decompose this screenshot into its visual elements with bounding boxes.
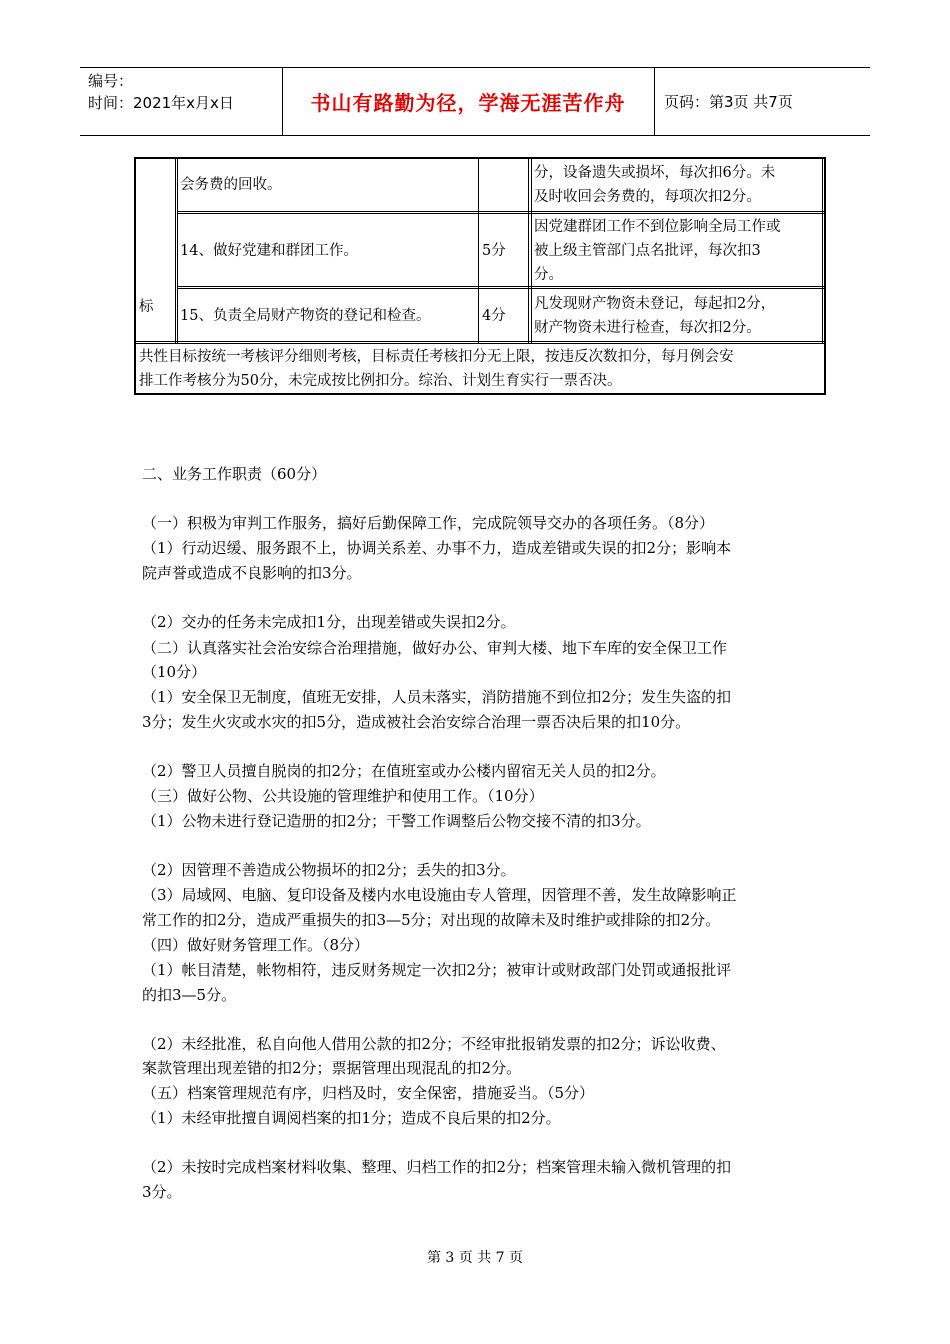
table-row-rule — [136, 341, 824, 342]
body-line: （3）局域网、电脑、复印设备及楼内水电设施由专人管理，因管理不善，发生故障影响正 — [142, 886, 737, 904]
body-line: （2）因管理不善造成公物损坏的扣2分；丢失的扣3分。 — [142, 861, 516, 879]
subsection-heading: （三）做好公物、公共设施的管理维护和使用工作。（10分） — [142, 787, 544, 805]
body-line: 院声誉或造成不良影响的扣3分。 — [142, 564, 362, 582]
table-item: 15、负责全局财产物资的登记和检查。 — [180, 308, 431, 324]
table-row-rule — [177, 211, 826, 212]
table-rule: 分，设备遗失或损坏，每次扣6分。未 及时收回会务费的，每项次扣2分。 — [534, 165, 776, 205]
body-line: （2）警卫人员擅自脱岗的扣2分；在值班室或办公楼内留宿无关人员的扣2分。 — [142, 762, 666, 780]
body-line: 3分。 — [142, 1183, 182, 1201]
header-bottom-rule — [80, 135, 870, 136]
table-rule: 因党建群团工作不到位影响全局工作或 被上级主管部门点名批评，每次扣3 分。 — [534, 219, 781, 283]
subsection-heading: （四）做好财务管理工作。（8分） — [142, 936, 370, 954]
body-line: 案款管理出现差错的扣2分；票据管理出现混乱的扣2分。 — [142, 1059, 522, 1077]
table-column-rule — [175, 159, 176, 343]
subsection-heading: （五）档案管理规范有序，归档及时，安全保密，措施妥当。（5分） — [142, 1084, 595, 1102]
header-meta — [88, 70, 234, 114]
body-line: （1）公物未进行登记造册的扣2分；干警工作调整后公物交接不清的扣3分。 — [142, 812, 651, 830]
header-divider — [654, 67, 655, 135]
header-page-label: 页码：第3页 共7页 — [664, 92, 793, 111]
body-line: （2）未经批准，私自向他人借用公款的扣2分；不经审批报销发票的扣2分；诉讼收费、 — [142, 1035, 726, 1053]
body-line: 的扣3—5分。 — [142, 986, 237, 1004]
section-heading: 二、业务工作职责（60分） — [142, 465, 327, 483]
table-score: 4分 — [482, 308, 506, 324]
body-line: （10分） — [142, 663, 207, 681]
page-footer: 第 3 页 共 7 页 — [426, 1250, 524, 1266]
body-line: （1）行动迟缓、服务跟不上，协调关系差、办事不力，造成差错或失误的扣2分；影响本 — [142, 539, 732, 557]
table-side-label: 标 — [139, 299, 154, 315]
table-column-rule — [478, 159, 479, 343]
body-line: （2）未按时完成档案材料收集、整理、归档工作的扣2分；档案管理未输入微机管理的扣 — [142, 1158, 732, 1176]
table-note: 共性目标按统一考核评分细则考核，目标责任考核扣分无上限，按违反次数扣分，每月例会安 排工作考核分为50分，未完成按比例扣分。综治、计划生育实行一票否决。 — [139, 349, 734, 389]
body-line: （1）未经审批擅自调阅档案的扣1分；造成不良后果的扣2分。 — [142, 1109, 561, 1127]
body-line: （1）帐目清楚，帐物相符，违反财务规定一次扣2分；被审计或财政部门处罚或通报批评 — [142, 961, 732, 979]
table-item: 14、做好党建和群团工作。 — [180, 243, 358, 259]
table-score: 5分 — [482, 243, 506, 259]
table-row-rule — [177, 213, 826, 214]
body-line: 3分；发生火灾或水灾的扣5分，造成被社会治安综合治理一票否决后果的扣10分。 — [142, 713, 691, 731]
table-row-rule — [177, 288, 826, 289]
body-line: （2）交办的任务未完成扣1分，出现差错或失误扣2分。 — [142, 613, 516, 631]
assessment-table — [134, 157, 826, 395]
subsection-heading: （一）积极为审判工作服务，搞好后勤保障工作，完成院领导交办的各项任务。（8分） — [142, 514, 715, 532]
table-column-rule — [531, 159, 532, 343]
table-column-rule — [528, 159, 529, 343]
table-column-rule — [177, 159, 178, 343]
table-column-rule — [822, 159, 823, 343]
number-label: 编号： — [88, 72, 134, 90]
subsection-heading: （二）认真落实社会治安综合治理措施，做好办公、审判大楼、地下车库的安全保卫工作 — [142, 639, 728, 657]
table-row-rule — [136, 343, 824, 344]
body-line: 常工作的扣2分，造成严重损失的扣3—5分；对出现的故障未及时维护或排除的扣2分。 — [142, 911, 721, 929]
date-label: 时间：2021年x月x日 — [88, 94, 234, 112]
table-item: 会务费的回收。 — [180, 177, 282, 193]
table-rule: 凡发现财产物资未登记，每起扣2分， 财产物资未进行检查，每次扣2分。 — [534, 296, 776, 336]
body-line: （1）安全保卫无制度，值班无安排，人员未落实，消防措施不到位扣2分；发生失盗的扣 — [142, 688, 732, 706]
header-motto: 书山有路勤为径，学海无涯苦作舟 — [310, 90, 626, 115]
